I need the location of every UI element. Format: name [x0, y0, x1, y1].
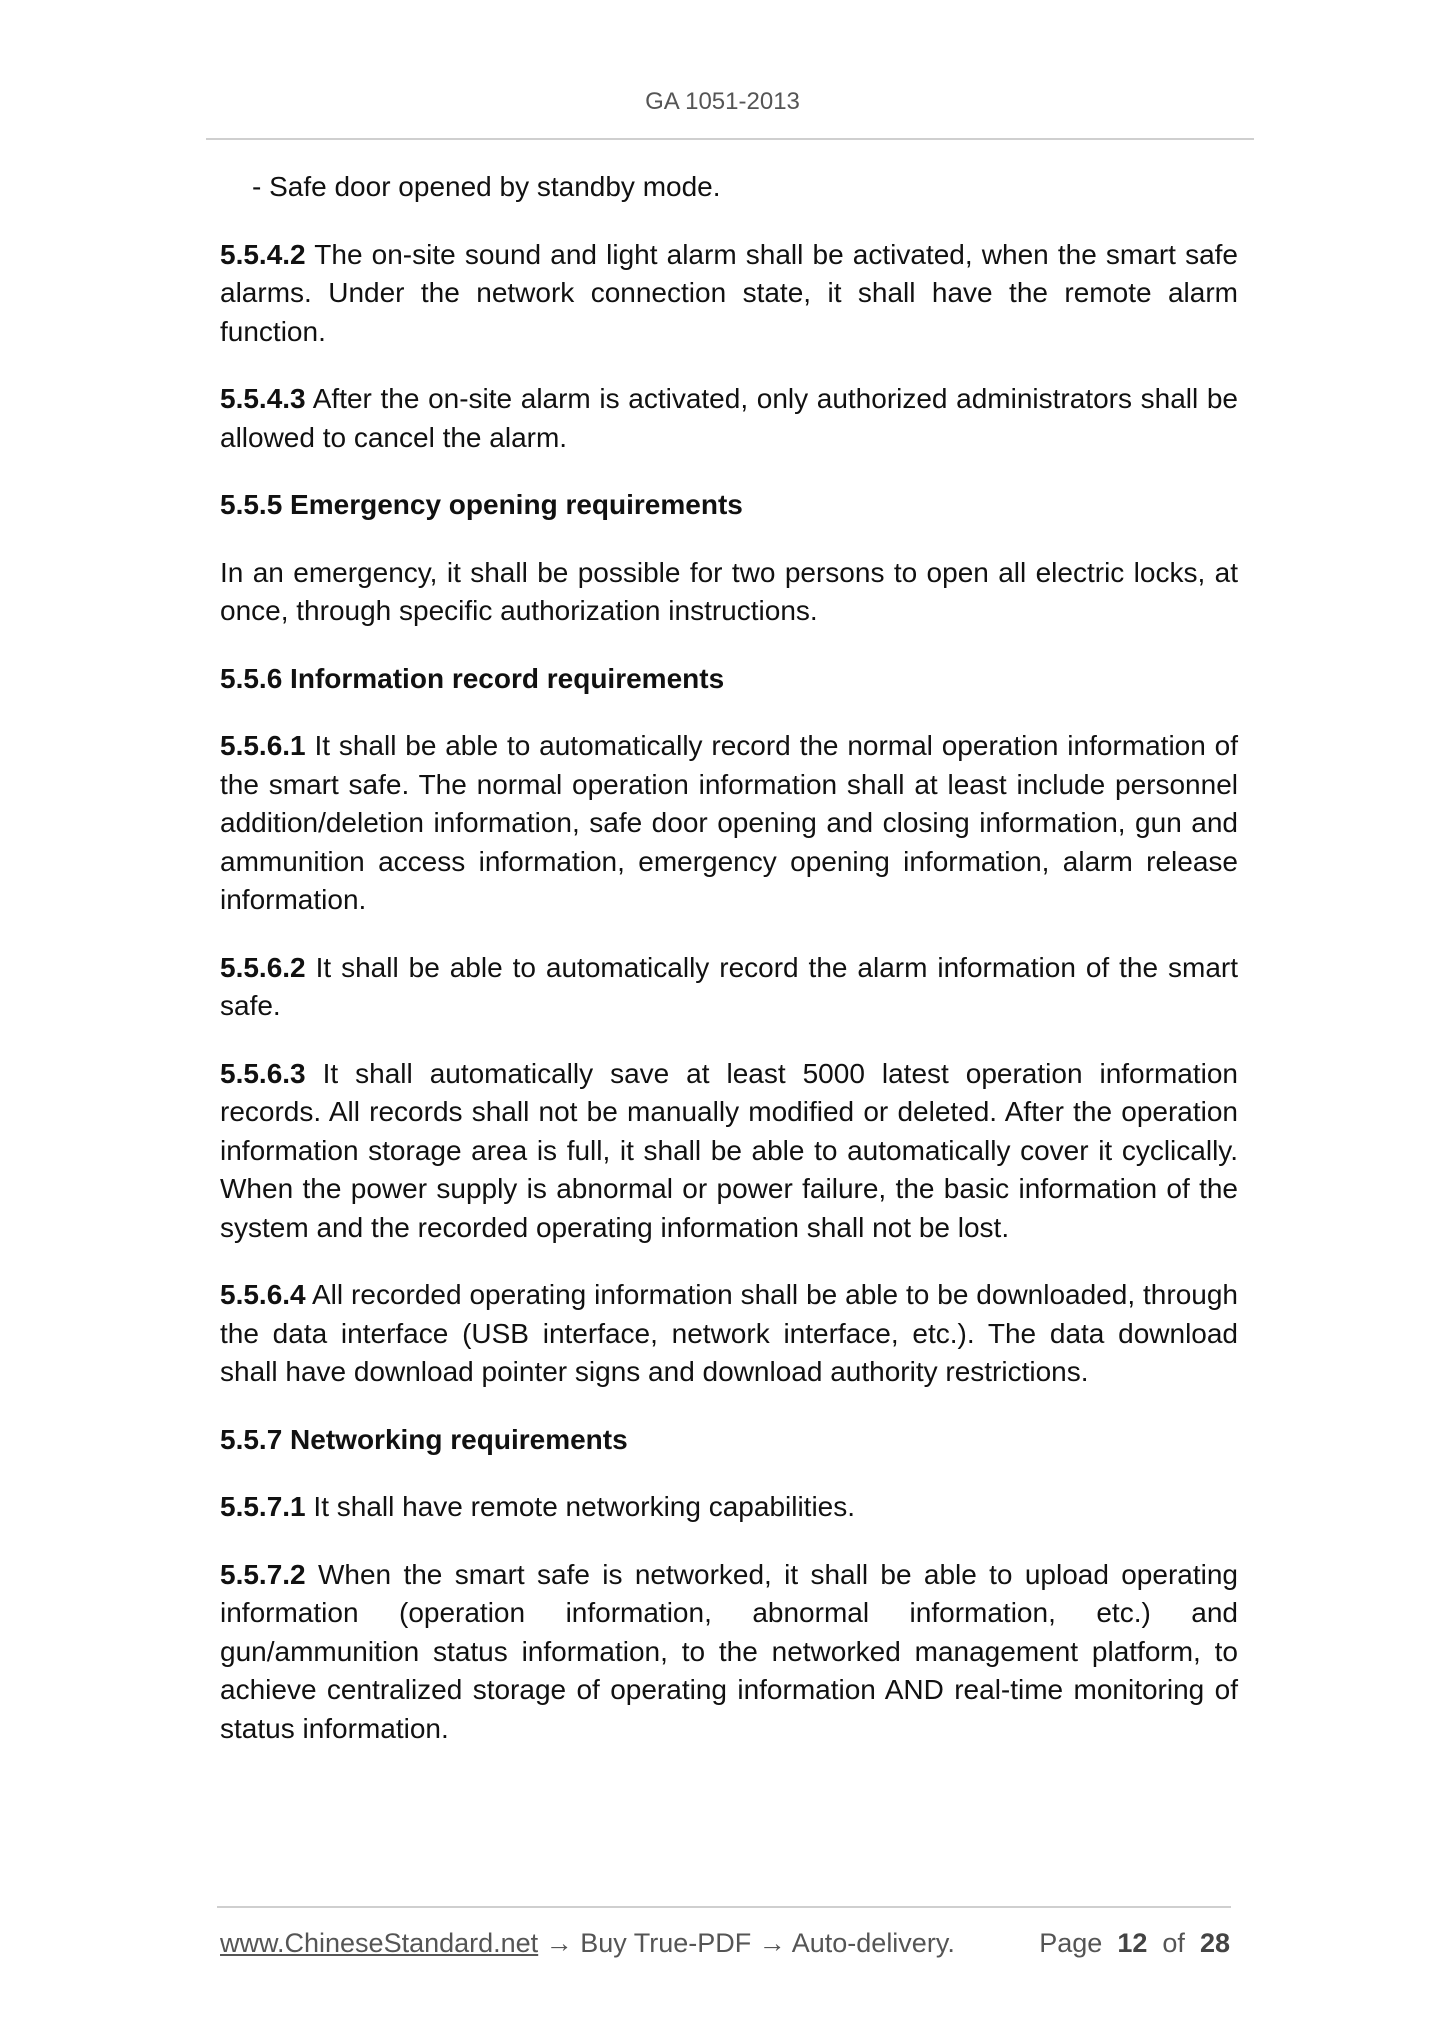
header-divider — [206, 138, 1254, 140]
page-total: 28 — [1199, 1928, 1230, 1958]
page-number: 12 — [1117, 1928, 1148, 1958]
clause-text: All recorded operating information shall be able to be downloaded, through the data interface (USB interface, network interface, etc.). The data download shall have download pointer signs and download authority restrictions. — [220, 1279, 1238, 1387]
page-indicator — [1039, 1928, 1230, 1959]
page-footer — [220, 1928, 1230, 1959]
clause-text: After the on-site alarm is activated, only authorized administrators shall be allowed to cancel the alarm. — [220, 383, 1238, 453]
clause-text: The on-site sound and light alarm shall be activated, when the smart safe alarms. Under the network connection state, it shall have the remote alarm function. — [220, 238, 1238, 347]
clause-text: It shall have remote networking capabilities. — [305, 1491, 856, 1522]
clause-text: When the smart safe is networked, it shall be able to upload operating information (operation information, abnormal information, etc.) and gun/ammunition status information, to the networked management platform, to achieve centralized storage of operating information AND real-time monitoring of status information. — [220, 1558, 1238, 1744]
footer-tagline: → Buy True-PDF → Auto-delivery. — [538, 1928, 955, 1958]
website-link[interactable]: www.ChineseStandard.net — [220, 1928, 539, 1958]
paragraph-emergency: In an emergency, it shall be possible for two persons to open all electric locks, at once, through specific authorization instructions. — [220, 556, 1238, 626]
clause-5-5-4-3 — [220, 380, 1238, 457]
clause-text: It shall be able to automatically record the alarm information of the smart safe. — [220, 951, 1238, 1021]
clause-number: 5.5.6.2 — [220, 951, 306, 983]
clause-number: 5.5.6.3 — [220, 1057, 306, 1089]
of-word: of — [1162, 1928, 1185, 1958]
clause-number: 5.5.7.2 — [220, 1558, 306, 1590]
clause-5-5-6-4 — [220, 1276, 1238, 1392]
clause-5-5-6-2 — [220, 949, 1238, 1026]
footer-divider — [217, 1906, 1231, 1908]
document-header: GA 1051-2013 — [645, 88, 800, 115]
clause-number: 5.5.6.1 — [220, 730, 306, 761]
clause-number: 5.5.6.4 — [220, 1279, 306, 1310]
section-heading-networking: 5.5.7 Networking requirements — [220, 1423, 628, 1455]
clause-5-5-7-2 — [220, 1556, 1238, 1749]
clause-number: 5.5.4.2 — [220, 238, 306, 270]
clause-5-5-4-2 — [220, 236, 1238, 352]
page-word: Page — [1039, 1928, 1103, 1958]
clause-text: It shall automatically save at least 5000 latest operation information records. All records shall not be manually modified or deleted. After the operation information storage area is full, it shall be able to automatically cover it cyclically. When the power supply is abnormal or power failure, the basic information of the system and the recorded operating information shall not be lost. — [220, 1057, 1238, 1243]
clause-number: 5.5.7.1 — [220, 1491, 306, 1522]
clause-text: It shall be able to automatically record the normal operation information of the smart safe. The normal operation information shall at least include personnel addition/deletion information, safe door opening and closing information, gun and ammunition access information, emergency opening information, alarm release information. — [220, 730, 1238, 915]
section-heading-information-record: 5.5.6 Information record requirements — [220, 662, 725, 694]
clause-number: 5.5.4.3 — [220, 383, 306, 414]
clause-5-5-7-1 — [220, 1488, 1238, 1527]
clause-5-5-6-3 — [220, 1055, 1238, 1248]
section-heading-emergency: 5.5.5 Emergency opening requirements — [220, 489, 743, 520]
clause-5-5-6-1 — [220, 727, 1238, 920]
list-item-safe-door: - Safe door opened by standby mode. — [252, 171, 721, 202]
document-body — [220, 168, 1238, 1777]
